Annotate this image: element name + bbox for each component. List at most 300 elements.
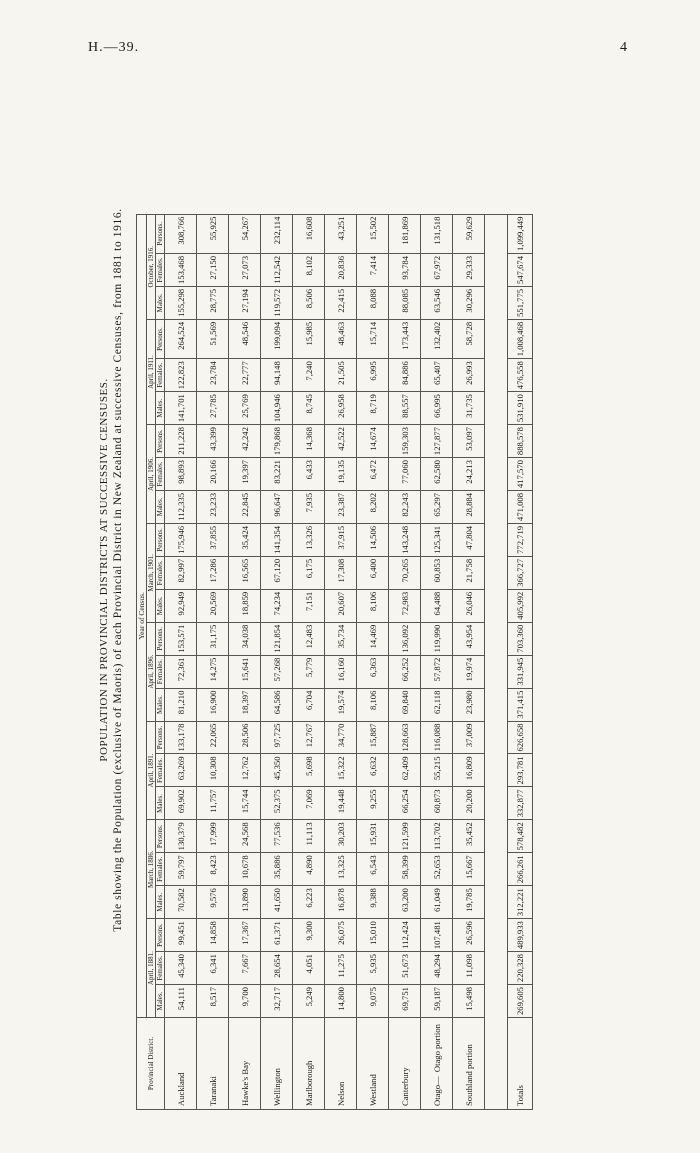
column-subheader: Females. [156, 458, 165, 491]
population-cell: 93,784 [389, 254, 421, 287]
population-cell: 61,049 [421, 886, 453, 919]
population-cell: 63,546 [421, 286, 453, 319]
population-cell: 175,946 [165, 523, 197, 556]
population-cell: 96,647 [261, 491, 293, 524]
population-cell: 53,097 [453, 425, 485, 458]
rotated-table-block [98, 30, 700, 1110]
census-year-header: October, 1916. [147, 214, 156, 319]
population-cell: 77,060 [389, 458, 421, 491]
population-cell: 26,993 [453, 359, 485, 392]
population-cell: 6,704 [293, 688, 325, 721]
population-cell: 26,046 [453, 589, 485, 622]
population-cell: 266,261 [508, 853, 533, 886]
population-cell: 25,769 [229, 392, 261, 425]
district-name: Canterbury [389, 1018, 421, 1110]
population-cell: 55,925 [197, 214, 229, 253]
population-cell: 8,102 [293, 254, 325, 287]
population-cell: 67,120 [261, 556, 293, 589]
population-cell: 66,995 [421, 392, 453, 425]
population-cell: 52,653 [421, 853, 453, 886]
population-cell: 51,569 [197, 319, 229, 358]
population-cell: 37,855 [197, 523, 229, 556]
population-cell: 21,758 [453, 556, 485, 589]
column-subheader: Persons. [156, 523, 165, 556]
population-cell: 62,580 [421, 458, 453, 491]
population-cell: 4,051 [293, 952, 325, 985]
population-cell: 531,910 [508, 392, 533, 425]
population-cell: 626,658 [508, 721, 533, 754]
population-cell: 11,275 [325, 952, 357, 985]
population-cell: 92,949 [165, 589, 197, 622]
population-cell: 7,151 [293, 589, 325, 622]
district-name: Westland [357, 1018, 389, 1110]
population-cell: 5,249 [293, 985, 325, 1018]
population-cell: 6,472 [357, 458, 389, 491]
population-cell: 12,762 [229, 754, 261, 787]
population-cell: 15,887 [357, 721, 389, 754]
population-cell: 27,194 [229, 286, 261, 319]
population-cell: 179,868 [261, 425, 293, 458]
population-cell: 28,506 [229, 721, 261, 754]
population-cell: 15,641 [229, 655, 261, 688]
district-name: Marlborough [293, 1018, 325, 1110]
population-cell: 5,698 [293, 754, 325, 787]
population-cell: 6,995 [357, 359, 389, 392]
population-cell: 7,069 [293, 787, 325, 820]
table-row [261, 214, 293, 1109]
population-cell: 12,767 [293, 721, 325, 754]
population-cell: 15,010 [357, 919, 389, 952]
population-cell: 312,221 [508, 886, 533, 919]
column-subheader: Males. [156, 589, 165, 622]
population-cell: 16,565 [229, 556, 261, 589]
population-cell: 19,135 [325, 458, 357, 491]
population-cell: 232,114 [261, 214, 293, 253]
population-cell: 64,488 [421, 589, 453, 622]
population-cell: 48,546 [229, 319, 261, 358]
population-cell: 8,506 [293, 286, 325, 319]
population-cell: 54,111 [165, 985, 197, 1018]
table-row [197, 214, 229, 1109]
population-cell: 20,166 [197, 458, 229, 491]
population-cell: 28,775 [197, 286, 229, 319]
population-cell: 26,075 [325, 919, 357, 952]
table-subtitle: Table showing the Population (exclusive of Maoris) of each Provincial District in New Zealand at successive Censuses, from 1881 to 1916. [112, 208, 124, 932]
population-cell: 69,840 [389, 688, 421, 721]
population-cell: 30,296 [453, 286, 485, 319]
population-cell: 9,576 [197, 886, 229, 919]
population-cell: 10,678 [229, 853, 261, 886]
population-cell: 8,088 [357, 286, 389, 319]
population-cell: 22,845 [229, 491, 261, 524]
population-cell: 1,008,468 [508, 319, 533, 358]
population-cell: 69,751 [389, 985, 421, 1018]
census-year-header: March, 1886. [147, 820, 156, 919]
population-cell: 23,233 [197, 491, 229, 524]
census-year-header: April, 1906. [147, 425, 156, 524]
population-cell: 72,983 [389, 589, 421, 622]
population-cell: 489,933 [508, 919, 533, 952]
population-cell: 45,350 [261, 754, 293, 787]
population-cell: 27,785 [197, 392, 229, 425]
population-cell: 34,770 [325, 721, 357, 754]
population-cell: 58,728 [453, 319, 485, 358]
population-cell: 57,872 [421, 655, 453, 688]
population-cell: 15,985 [293, 319, 325, 358]
population-cell: 15,502 [357, 214, 389, 253]
population-cell: 84,886 [389, 359, 421, 392]
population-cell: 48,463 [325, 319, 357, 358]
population-cell: 132,402 [421, 319, 453, 358]
page-reference: H.—39. [88, 40, 140, 55]
population-cell: 57,268 [261, 655, 293, 688]
population-cell: 6,341 [197, 952, 229, 985]
column-subheader: Males. [156, 491, 165, 524]
population-cell: 264,524 [165, 319, 197, 358]
population-cell: 113,702 [421, 820, 453, 853]
population-cell: 27,150 [197, 254, 229, 287]
population-cell: 28,884 [453, 491, 485, 524]
population-cell: 18,859 [229, 589, 261, 622]
population-cell: 332,877 [508, 787, 533, 820]
census-year-header: April, 1881. [147, 919, 156, 1018]
population-cell: 112,335 [165, 491, 197, 524]
population-cell: 51,673 [389, 952, 421, 985]
table-title: POPULATION IN PROVINCIAL DISTRICTS AT SUCCESSIVE CENSUSES. [98, 378, 110, 762]
population-cell: 772,719 [508, 523, 533, 556]
column-subheader: Persons. [156, 721, 165, 754]
population-cell: 55,215 [421, 754, 453, 787]
population-cell: 9,700 [229, 985, 261, 1018]
population-cell: 28,654 [261, 952, 293, 985]
population-cell: 6,632 [357, 754, 389, 787]
population-cell: 41,650 [261, 886, 293, 919]
population-cell: 14,469 [357, 622, 389, 655]
table-row [453, 214, 485, 1109]
population-cell: 331,945 [508, 655, 533, 688]
population-cell: 16,608 [293, 214, 325, 253]
population-cell: 8,517 [197, 985, 229, 1018]
population-cell: 43,954 [453, 622, 485, 655]
district-name: Southland portion [453, 1018, 485, 1110]
population-cell: 22,777 [229, 359, 261, 392]
column-subheader: Females. [156, 556, 165, 589]
population-cell: 9,300 [293, 919, 325, 952]
population-cell: 60,853 [421, 556, 453, 589]
population-cell: 405,992 [508, 589, 533, 622]
population-cell: 98,893 [165, 458, 197, 491]
population-cell: 47,804 [453, 523, 485, 556]
population-cell: 26,958 [325, 392, 357, 425]
population-cell: 8,106 [357, 688, 389, 721]
population-cell: 116,088 [421, 721, 453, 754]
population-cell: 471,008 [508, 491, 533, 524]
population-cell: 62,118 [421, 688, 453, 721]
population-cell: 153,571 [165, 622, 197, 655]
population-cell: 23,980 [453, 688, 485, 721]
population-cell: 6,543 [357, 853, 389, 886]
population-cell: 97,725 [261, 721, 293, 754]
population-cell: 17,999 [197, 820, 229, 853]
population-cell: 9,388 [357, 886, 389, 919]
population-cell: 17,308 [325, 556, 357, 589]
population-cell: 121,599 [389, 820, 421, 853]
population-cell: 19,974 [453, 655, 485, 688]
population-cell: 16,809 [453, 754, 485, 787]
population-cell: 476,558 [508, 359, 533, 392]
population-cell: 6,433 [293, 458, 325, 491]
population-cell: 703,360 [508, 622, 533, 655]
population-cell: 43,399 [197, 425, 229, 458]
column-subheader: Persons. [156, 919, 165, 952]
census-year-header: April, 1911. [147, 319, 156, 424]
population-cell: 43,251 [325, 214, 357, 253]
population-cell: 83,221 [261, 458, 293, 491]
population-cell: 14,858 [197, 919, 229, 952]
population-cell: 141,354 [261, 523, 293, 556]
district-name: Totals [508, 1018, 533, 1110]
population-cell: 143,248 [389, 523, 421, 556]
population-cell: 5,779 [293, 655, 325, 688]
population-cell: 121,854 [261, 622, 293, 655]
population-cell: 125,341 [421, 523, 453, 556]
district-header: Provincial District. [137, 1018, 165, 1110]
totals-row [508, 214, 533, 1109]
population-cell: 59,629 [453, 214, 485, 253]
table-row [357, 214, 389, 1109]
population-cell: 136,092 [389, 622, 421, 655]
population-cell: 8,719 [357, 392, 389, 425]
population-cell: 19,448 [325, 787, 357, 820]
population-cell: 1,099,449 [508, 214, 533, 253]
population-cell: 7,414 [357, 254, 389, 287]
population-cell: 119,990 [421, 622, 453, 655]
population-cell: 13,890 [229, 886, 261, 919]
population-cell: 23,387 [325, 491, 357, 524]
population-cell: 9,255 [357, 787, 389, 820]
population-cell: 52,375 [261, 787, 293, 820]
population-cell: 70,265 [389, 556, 421, 589]
district-name: Wellington [261, 1018, 293, 1110]
population-cell: 26,596 [453, 919, 485, 952]
column-subheader: Persons. [156, 622, 165, 655]
population-cell: 72,361 [165, 655, 197, 688]
population-cell: 4,890 [293, 853, 325, 886]
population-cell: 13,325 [325, 853, 357, 886]
population-cell: 8,202 [357, 491, 389, 524]
population-cell: 65,297 [421, 491, 453, 524]
population-cell: 153,468 [165, 254, 197, 287]
column-subheader: Persons. [156, 425, 165, 458]
census-year-header: March, 1901. [147, 523, 156, 622]
population-cell: 59,797 [165, 853, 197, 886]
population-cell: 6,400 [357, 556, 389, 589]
population-cell: 11,113 [293, 820, 325, 853]
population-cell: 29,333 [453, 254, 485, 287]
population-cell: 15,667 [453, 853, 485, 886]
population-cell: 94,148 [261, 359, 293, 392]
population-cell: 59,187 [421, 985, 453, 1018]
population-cell: 74,234 [261, 589, 293, 622]
population-cell: 11,098 [453, 952, 485, 985]
population-cell: 269,605 [508, 985, 533, 1018]
population-cell: 14,800 [325, 985, 357, 1018]
population-cell: 6,363 [357, 655, 389, 688]
population-cell: 551,775 [508, 286, 533, 319]
table-row [229, 214, 261, 1109]
column-subheader: Males. [156, 286, 165, 319]
population-cell: 16,900 [197, 688, 229, 721]
population-cell: 30,203 [325, 820, 357, 853]
page-number: 4 [620, 40, 627, 55]
population-cell: 107,481 [421, 919, 453, 952]
column-subheader: Females. [156, 853, 165, 886]
population-cell: 12,483 [293, 622, 325, 655]
population-cell: 141,701 [165, 392, 197, 425]
population-cell: 11,757 [197, 787, 229, 820]
population-cell: 77,536 [261, 820, 293, 853]
population-cell: 67,972 [421, 254, 453, 287]
population-cell: 14,275 [197, 655, 229, 688]
population-cell: 293,781 [508, 754, 533, 787]
population-cell: 17,286 [197, 556, 229, 589]
table-row [293, 214, 325, 1109]
population-cell: 99,451 [165, 919, 197, 952]
population-cell: 61,371 [261, 919, 293, 952]
population-cell: 35,734 [325, 622, 357, 655]
population-cell: 37,915 [325, 523, 357, 556]
population-cell: 70,582 [165, 886, 197, 919]
population-cell: 82,997 [165, 556, 197, 589]
population-cell: 69,902 [165, 787, 197, 820]
column-subheader: Males. [156, 985, 165, 1018]
population-cell: 19,785 [453, 886, 485, 919]
population-cell: 88,557 [389, 392, 421, 425]
table-row [165, 214, 197, 1109]
population-cell: 20,836 [325, 254, 357, 287]
population-cell: 19,574 [325, 688, 357, 721]
population-cell: 220,328 [508, 952, 533, 985]
population-cell: 16,878 [325, 886, 357, 919]
district-name: Hawke's Bay [229, 1018, 261, 1110]
column-subheader: Persons. [156, 820, 165, 853]
population-cell: 366,727 [508, 556, 533, 589]
population-cell: 60,873 [421, 787, 453, 820]
population-cell: 173,443 [389, 319, 421, 358]
population-cell: 14,506 [357, 523, 389, 556]
population-cell: 66,254 [389, 787, 421, 820]
population-cell: 8,106 [357, 589, 389, 622]
population-cell: 27,073 [229, 254, 261, 287]
population-cell: 88,085 [389, 286, 421, 319]
population-cell: 10,308 [197, 754, 229, 787]
population-cell: 81,210 [165, 688, 197, 721]
population-cell: 6,223 [293, 886, 325, 919]
column-subheader: Persons. [156, 319, 165, 358]
population-cell: 18,397 [229, 688, 261, 721]
population-cell: 20,607 [325, 589, 357, 622]
population-cell: 13,326 [293, 523, 325, 556]
population-cell: 130,379 [165, 820, 197, 853]
district-name: Auckland [165, 1018, 197, 1110]
population-cell: 15,322 [325, 754, 357, 787]
population-cell: 15,744 [229, 787, 261, 820]
column-subheader: Females. [156, 952, 165, 985]
district-name: Nelson [325, 1018, 357, 1110]
population-cell: 133,178 [165, 721, 197, 754]
population-cell: 199,094 [261, 319, 293, 358]
population-cell: 58,399 [389, 853, 421, 886]
population-cell: 54,267 [229, 214, 261, 253]
population-cell: 211,228 [165, 425, 197, 458]
population-cell: 22,065 [197, 721, 229, 754]
population-cell: 19,397 [229, 458, 261, 491]
population-cell: 578,482 [508, 820, 533, 853]
population-cell: 31,175 [197, 622, 229, 655]
population-cell: 45,340 [165, 952, 197, 985]
population-cell: 22,415 [325, 286, 357, 319]
population-cell: 24,213 [453, 458, 485, 491]
population-cell: 65,407 [421, 359, 453, 392]
population-cell: 308,766 [165, 214, 197, 253]
population-cell: 155,298 [165, 286, 197, 319]
population-cell: 7,667 [229, 952, 261, 985]
population-cell: 16,160 [325, 655, 357, 688]
population-cell: 42,522 [325, 425, 357, 458]
population-cell: 20,569 [197, 589, 229, 622]
population-cell: 112,424 [389, 919, 421, 952]
population-cell: 128,663 [389, 721, 421, 754]
population-cell: 63,200 [389, 886, 421, 919]
population-cell: 15,498 [453, 985, 485, 1018]
census-year-header: April, 1896. [147, 622, 156, 721]
column-subheader: Females. [156, 754, 165, 787]
year-header: Year of Census. [137, 214, 147, 1017]
population-cell: 9,075 [357, 985, 389, 1018]
population-cell: 547,674 [508, 254, 533, 287]
population-cell: 35,886 [261, 853, 293, 886]
population-table [136, 214, 533, 1110]
population-cell: 371,415 [508, 688, 533, 721]
population-cell: 21,505 [325, 359, 357, 392]
population-cell: 17,367 [229, 919, 261, 952]
population-cell: 5,935 [357, 952, 389, 985]
population-cell: 14,674 [357, 425, 389, 458]
census-year-header: April, 1891. [147, 721, 156, 820]
population-cell: 62,409 [389, 754, 421, 787]
population-cell: 181,869 [389, 214, 421, 253]
population-cell: 64,586 [261, 688, 293, 721]
column-subheader: Males. [156, 688, 165, 721]
district-name: Otago— Otago portion [421, 1018, 453, 1110]
column-subheader: Females. [156, 359, 165, 392]
population-cell: 34,038 [229, 622, 261, 655]
population-cell: 8,745 [293, 392, 325, 425]
population-cell: 8,423 [197, 853, 229, 886]
population-cell: 37,009 [453, 721, 485, 754]
population-cell: 15,714 [357, 319, 389, 358]
population-cell: 35,424 [229, 523, 261, 556]
population-cell: 127,877 [421, 425, 453, 458]
population-cell: 15,931 [357, 820, 389, 853]
population-cell: 6,175 [293, 556, 325, 589]
column-subheader: Persons. [156, 214, 165, 253]
population-cell: 104,946 [261, 392, 293, 425]
population-cell: 417,570 [508, 458, 533, 491]
population-cell: 112,542 [261, 254, 293, 287]
population-cell: 42,242 [229, 425, 261, 458]
population-cell: 122,823 [165, 359, 197, 392]
